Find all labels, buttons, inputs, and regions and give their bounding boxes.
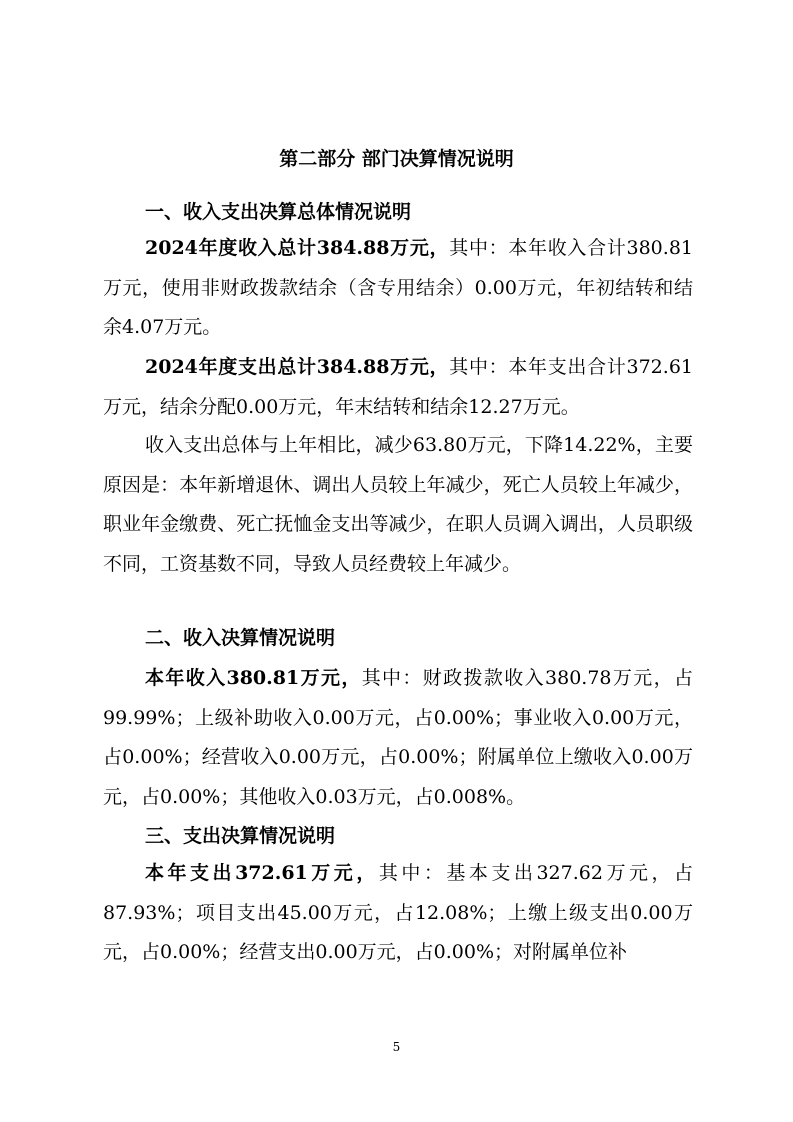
paragraph-lead-bold: 本年收入380.81万元， (145, 667, 362, 689)
paragraph-income-total (103, 229, 693, 348)
page-title: 第二部分 部门决算情况说明 (279, 148, 514, 170)
paragraph-body: 其中：本年支出合计372.61万元，结余分配0.00万元，年末结转和结余12.27万元。 (103, 356, 693, 418)
section-heading-income: 二、收入决算情况说明 (145, 627, 336, 649)
paragraph-body: 其中：财政拨款收入380.78万元，占99.99%；上级补助收入0.00万元，占0.00%；事业收入0.00万元，占0.00%；经营收入0.00万元，占0.00%；附属单位上缴收入0.00万元，占0.00%；其他收入0.03万元，占0.008%。 (103, 667, 693, 808)
paragraph-lead-bold: 2024年度收入总计384.88万元， (145, 237, 450, 259)
paragraph-lead-bold: 2024年度支出总计384.88万元， (145, 356, 450, 378)
paragraph-body: 其中：基本支出327.62万元，占87.93%；项目支出45.00万元，占12.08%；上缴上级支出0.00万元，占0.00%；经营支出0.00万元，占0.00%；对附属单位补 (103, 862, 693, 963)
paragraph-year-comparison (103, 426, 693, 584)
paragraph-income-detail (103, 659, 693, 817)
paragraph-expense-detail (103, 854, 693, 973)
paragraph-body: 收入支出总体与上年相比，减少63.80万元，下降14.22%，主要原因是：本年新增退休、调出人员较上年减少，死亡人员较上年减少，职业年金缴费、死亡抚恤金支出等减少，在职人员调入调出，人员职级不同，工资基数不同，导致人员经费较上年减少。 (103, 434, 693, 575)
paragraph-body: 其中：本年收入合计380.81万元，使用非财政拨款结余（含专用结余）0.00万元，年初结转和结余4.07万元。 (103, 237, 693, 338)
paragraph-lead-bold: 本年支出372.61万元， (145, 862, 379, 884)
paragraph-expense-total (103, 348, 693, 427)
section-heading-expense: 三、支出决算情况说明 (145, 825, 336, 847)
section-heading-overview: 一、收入支出决算总体情况说明 (145, 201, 412, 223)
page-number: 5 (392, 1040, 401, 1054)
